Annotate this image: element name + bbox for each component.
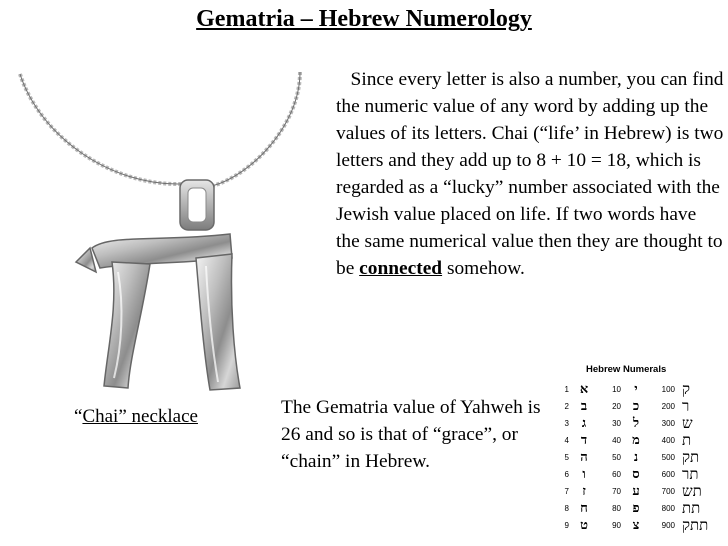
- numeral-cell: 30: [612, 419, 621, 428]
- numeral-cell: 5: [564, 453, 569, 462]
- page-title: Gematria – Hebrew Numerology: [196, 6, 532, 32]
- numeral-cell: 400: [661, 436, 675, 445]
- numeral-cell: 500: [661, 453, 675, 462]
- numeral-cell: 3: [564, 419, 569, 428]
- numeral-cell: צ: [632, 518, 640, 533]
- numeral-cell: ר: [682, 397, 690, 415]
- numeral-cell: ב: [580, 399, 588, 414]
- numeral-cell: ע: [632, 484, 640, 499]
- numeral-cell: א: [579, 382, 589, 397]
- explanation-end: somehow.: [442, 258, 525, 279]
- numeral-cell: 70: [612, 487, 621, 496]
- numeral-cell: ה: [580, 450, 588, 465]
- numeral-cell: ת: [682, 431, 692, 449]
- numeral-cell: 100: [661, 385, 675, 394]
- numeral-cell: 700: [661, 487, 675, 496]
- image-caption: [74, 406, 198, 428]
- numeral-cell: תר: [682, 465, 699, 483]
- numeral-cell: ג: [581, 416, 587, 431]
- numeral-cell: ט: [580, 518, 588, 533]
- numeral-cell: 900: [661, 521, 675, 530]
- numeral-cell: ק: [682, 380, 691, 398]
- numeral-cell: 2: [564, 402, 569, 411]
- numeral-cell: 50: [612, 453, 621, 462]
- gematria-explanation: [336, 66, 724, 282]
- numeral-cell: 8: [564, 504, 569, 513]
- caption-link[interactable]: Chai” necklace: [82, 406, 198, 427]
- numeral-cell: 6: [564, 470, 569, 479]
- numeral-cell: תק: [682, 448, 700, 466]
- numeral-cell: 200: [661, 402, 675, 411]
- hebrew-numerals-table: [556, 364, 722, 534]
- numeral-cell: 60: [612, 470, 621, 479]
- numeral-cell: 1: [564, 385, 569, 394]
- numeral-cell: 300: [661, 419, 675, 428]
- numeral-cell: מ: [632, 433, 640, 448]
- numeral-cell: 40: [612, 436, 621, 445]
- numeral-cell: 9: [564, 521, 569, 530]
- numeral-cell: י: [634, 382, 638, 397]
- numerals-grid: [556, 381, 722, 534]
- numeral-cell: ו: [582, 467, 586, 482]
- numeral-cell: תתק: [682, 516, 709, 534]
- numeral-cell: כ: [632, 399, 640, 414]
- numeral-cell: 7: [564, 487, 569, 496]
- chai-necklace-image: [0, 66, 330, 411]
- numeral-cell: 800: [661, 504, 675, 513]
- numeral-cell: 90: [612, 521, 621, 530]
- numeral-cell: נ: [633, 450, 639, 465]
- caption-quote: “: [74, 406, 83, 427]
- numeral-cell: 600: [661, 470, 675, 479]
- numeral-cell: 4: [564, 436, 569, 445]
- numeral-cell: ח: [580, 501, 588, 516]
- numeral-cell: פ: [632, 501, 640, 516]
- numeral-cell: ז: [582, 484, 586, 499]
- numeral-cell: תש: [682, 482, 702, 500]
- numerals-title: Hebrew Numerals: [586, 364, 667, 375]
- connected-link[interactable]: connected: [359, 258, 443, 279]
- numeral-cell: 80: [612, 504, 621, 513]
- numeral-cell: ש: [682, 414, 693, 432]
- numeral-cell: ס: [632, 467, 640, 482]
- numeral-cell: תת: [682, 499, 701, 517]
- numeral-cell: 20: [612, 402, 621, 411]
- explanation-text: Since every letter is also a number, you can find the numeric value of any word by adding up the values of its letters. Chai (“life’ in Hebrew) is two letters and they add up to 8 + 10 = 18, which is regarded as a “lucky” number associated with the Jewish value placed on life. If two words have the same numerical value then they are thought to be: [336, 69, 724, 279]
- yahweh-note: The Gematria value of Yahweh is 26 and so is that of “grace”, or “chain” in Hebrew.: [281, 397, 541, 472]
- numeral-cell: ל: [632, 416, 640, 431]
- chai-pendant-icon: [0, 66, 330, 411]
- numeral-cell: ד: [580, 433, 588, 448]
- numeral-cell: 10: [612, 385, 621, 394]
